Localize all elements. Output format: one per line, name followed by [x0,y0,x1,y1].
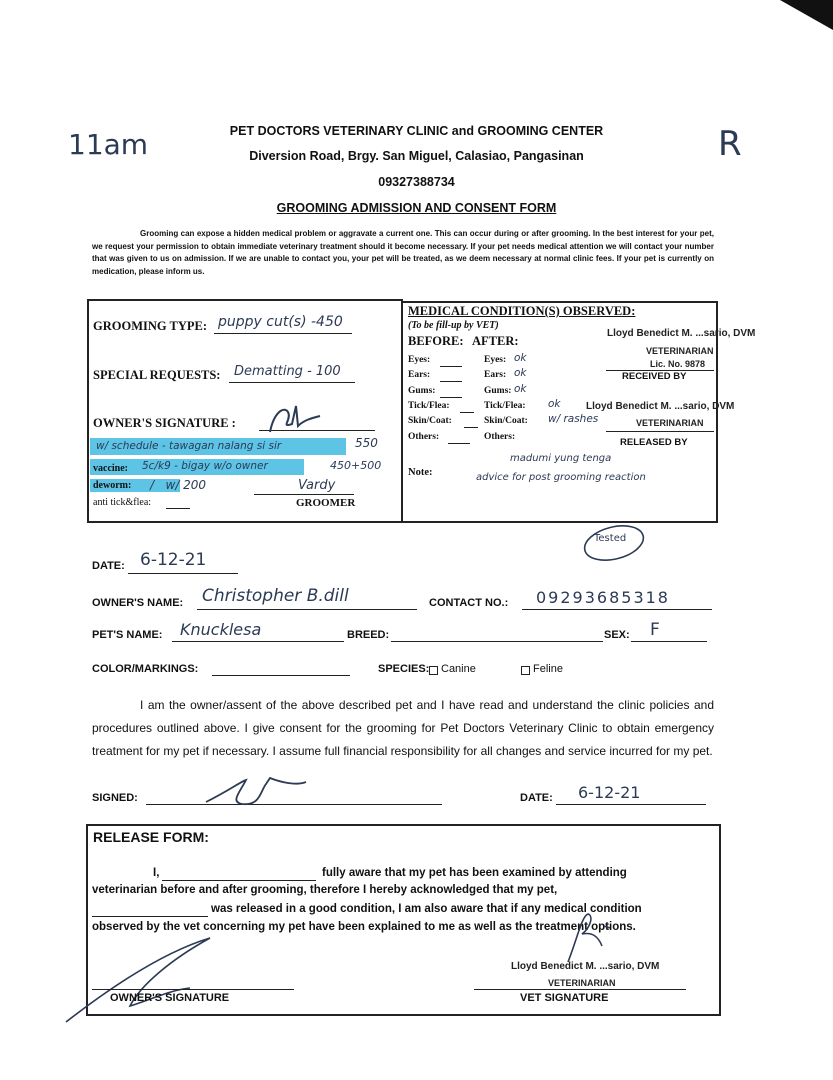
grooming-type-value: puppy cut(s) -450 [218,314,343,330]
feline-checkbox[interactable] [521,666,530,675]
contact-value: 09293685318 [536,588,670,607]
release-line-4: observed by the vet concerning my pet have been explained to me as well as the treatment options. [92,921,636,933]
clinic-address: Diversion Road, Brgy. San Miguel, Calasiao, Pangasinan [249,149,584,163]
after-label: AFTER: [472,334,519,348]
owner-name-label: OWNER'S NAME: [92,597,184,609]
schedule-note: w/ schedule - tawagan nalang si sir [96,440,282,452]
canine-option: Canine [441,663,476,675]
antitick-label: anti tick&flea: [93,497,152,508]
schedule-amount: 550 [355,436,378,450]
scan-corner-shadow [780,0,833,30]
release-vet-signature [558,906,618,968]
before-field: Eyes: [408,355,431,365]
vet-stamp-title-2: VETERINARIAN [636,418,704,428]
consent-paragraph: I am the owner/assent of the above described pet and I have read and understand the clinic policies and procedures outlined above. I give consent for the grooming for Pet Doctors Veterinary Clinic to obtain emergency treatment for my pet if necessary. I assume full financial responsibility for all changes and service incurred for my pet. [92,698,714,758]
signed-date-label: DATE: [520,792,553,804]
groomer-name: Vardy [298,478,336,493]
contact-label: CONTACT NO.: [429,597,509,609]
after-value: ok [514,383,527,395]
medical-subtitle: (To be fill-up by VET) [408,320,499,331]
pet-name-value: Knucklesa [180,620,262,639]
release-line-1-start: I, [153,867,160,879]
sex-label: SEX: [604,629,630,641]
vet-signature-caption: VET SIGNATURE [520,992,609,1004]
after-field: Ears: [484,370,507,380]
date-label: DATE: [92,560,125,572]
before-field: Tick/Flea: [408,401,450,411]
circled-note: Tested [594,533,627,544]
clinic-name: PET DOCTORS VETERINARY CLINIC and GROOMING CENTER [229,124,604,138]
before-field: Gums: [408,386,436,396]
vet-stamp-license: Lic. No. 9878 [650,359,706,369]
canine-checkbox[interactable] [429,666,438,675]
pet-name-label: PET'S NAME: [92,629,163,641]
owner-signature-caption: OWNER'S SIGNATURE [110,992,230,1004]
received-by-label: RECEIVED BY [622,371,687,382]
after-field: Others: [484,432,516,442]
before-field: Others: [408,432,440,442]
vaccine-label: vaccine: [93,463,128,474]
signed-date-value: 6-12-21 [578,783,641,802]
release-line-3: was released in a good condition, I am also aware that if any medical condition [211,903,642,915]
species-label: SPECIES: [378,663,430,675]
owner-signature-label: OWNER'S SIGNATURE : [93,416,236,430]
vaccine-amount: 450+500 [330,459,382,472]
special-requests-label: SPECIAL REQUESTS: [93,368,221,382]
owner-name-value: Christopher B.dill [202,586,349,606]
released-by-label: RELEASED BY [620,437,688,448]
special-requests-value: Dematting - 100 [234,364,341,379]
note-line-2: advice for post grooming reaction [476,472,646,483]
deworm-value: / w/ 200 [150,478,207,492]
note-label: Note: [408,467,433,478]
breed-label: BREED: [347,629,390,641]
grooming-type-label: GROOMING TYPE: [93,319,208,333]
intro-paragraph: Grooming can expose a hidden medical problem or aggravate a current one. This can occur during or after grooming. In the best interest for your pet, we request your permission to obtain immediate veterinary treatment should it become necessary. If your pet needs medical attention we will contact your number that was given to us on admission. If we are unable to contact you, your pet will be treated, as we deem necessary at normal clinic fees. If your pet is currently on medication, please inform us. [92,229,714,276]
form-title: GROOMING ADMISSION AND CONSENT FORM [276,201,557,215]
release-vet-stamp-name: Lloyd Benedict M. ...sario, DVM [511,961,660,972]
vet-stamp-name-2: Lloyd Benedict M. ...sario, DVM [586,401,735,412]
before-label: BEFORE: [408,334,464,348]
after-field: Skin/Coat: [484,416,528,426]
deworm-label: deworm: [93,480,132,491]
after-field: Eyes: [484,355,507,365]
release-vet-stamp-title: VETERINARIAN [548,978,616,988]
after-value: ok [548,398,561,410]
sex-value: F [650,620,660,640]
after-value: ok [514,367,527,379]
clinic-phone: 09327388734 [378,175,455,189]
date-value: 6-12-21 [140,550,207,570]
release-line-1-end: fully aware that my pet has been examined by attending [322,867,627,879]
vaccine-value: 5c/k9 - bigay w/o owner [142,460,268,472]
owner-release-signature-scribble [60,930,270,1030]
owner-signature-scribble [262,402,322,436]
before-field: Ears: [408,370,431,380]
release-title: RELEASE FORM: [93,829,209,845]
groomer-label: GROOMER [296,497,356,509]
vet-stamp-title-1: VETERINARIAN [646,346,714,356]
signed-label: SIGNED: [92,792,138,804]
medical-title: MEDICAL CONDITION(S) OBSERVED: [408,304,636,318]
after-field: Gums: [484,386,512,396]
note-line-1: madumi yung tenga [510,453,612,464]
after-value: w/ rashes [548,413,599,425]
feline-option: Feline [533,663,563,675]
after-field: Tick/Flea: [484,401,526,411]
vet-stamp-name-1: Lloyd Benedict M. ...sario, DVM [607,328,756,339]
release-line-2: veterinarian before and after grooming, therefore I hereby acknowledged that my pet, [92,884,558,896]
after-value: ok [514,352,527,364]
signed-signature-scribble [200,772,310,814]
handwritten-mark: R [718,124,742,164]
handwritten-time: 11am [68,128,149,161]
before-field: Skin/Coat: [408,416,452,426]
color-markings-label: COLOR/MARKINGS: [92,663,199,675]
